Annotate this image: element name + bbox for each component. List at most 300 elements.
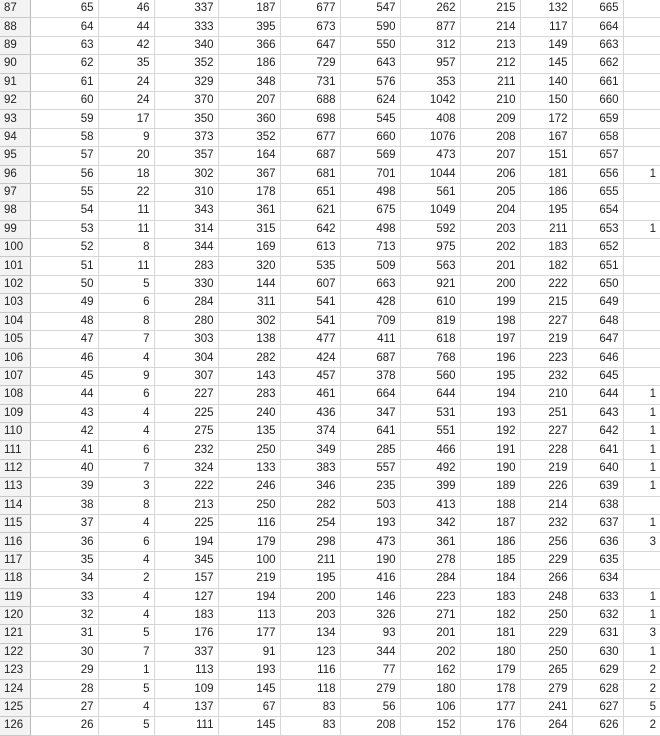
table-cell[interactable]: 399 <box>400 478 460 496</box>
table-cell[interactable] <box>623 110 660 128</box>
table-cell[interactable]: 590 <box>340 18 400 36</box>
table-cell[interactable]: 149 <box>520 36 572 54</box>
table-cell[interactable]: 1 <box>623 422 660 440</box>
table-cell[interactable]: 5 <box>98 625 154 643</box>
table-cell[interactable]: 145 <box>218 717 280 735</box>
table-cell[interactable]: 661 <box>572 73 623 91</box>
table-cell[interactable]: 278 <box>400 551 460 569</box>
table-cell[interactable]: 39 <box>30 478 98 496</box>
table-cell[interactable]: 473 <box>400 147 460 165</box>
table-cell[interactable]: 123 <box>280 643 340 661</box>
table-cell[interactable]: 60 <box>30 91 98 109</box>
table-cell[interactable]: 83 <box>280 717 340 735</box>
table-cell[interactable]: 201 <box>400 625 460 643</box>
table-cell[interactable]: 457 <box>280 367 340 385</box>
table-cell[interactable]: 1 <box>623 165 660 183</box>
table-cell[interactable]: 8 <box>98 496 154 514</box>
table-cell[interactable]: 7 <box>98 331 154 349</box>
table-cell[interactable]: 653 <box>572 220 623 238</box>
table-cell[interactable]: 303 <box>154 331 218 349</box>
table-cell[interactable]: 4 <box>98 606 154 624</box>
table-cell[interactable]: 51 <box>30 257 98 275</box>
table-cell[interactable]: 40 <box>30 459 98 477</box>
table-cell[interactable]: 179 <box>218 533 280 551</box>
table-cell[interactable]: 2 <box>98 570 154 588</box>
table-cell[interactable]: 178 <box>218 183 280 201</box>
table-cell[interactable]: 52 <box>30 239 98 257</box>
row-header[interactable]: 114 <box>0 496 30 514</box>
table-cell[interactable]: 177 <box>460 698 520 716</box>
row-header[interactable]: 109 <box>0 404 30 422</box>
table-cell[interactable] <box>623 91 660 109</box>
table-cell[interactable] <box>623 570 660 588</box>
table-cell[interactable]: 45 <box>30 367 98 385</box>
table-cell[interactable]: 428 <box>340 294 400 312</box>
table-cell[interactable]: 631 <box>572 625 623 643</box>
table-cell[interactable]: 383 <box>280 459 340 477</box>
table-cell[interactable]: 1 <box>98 662 154 680</box>
table-cell[interactable]: 4 <box>98 422 154 440</box>
table-cell[interactable]: 665 <box>572 0 623 18</box>
table-cell[interactable]: 27 <box>30 698 98 716</box>
table-cell[interactable]: 3 <box>98 478 154 496</box>
table-cell[interactable]: 353 <box>400 73 460 91</box>
table-cell[interactable]: 256 <box>520 533 572 551</box>
table-cell[interactable]: 613 <box>280 239 340 257</box>
table-cell[interactable]: 198 <box>460 312 520 330</box>
row-header[interactable]: 91 <box>0 73 30 91</box>
table-cell[interactable]: 109 <box>154 680 218 698</box>
table-cell[interactable]: 569 <box>340 147 400 165</box>
table-cell[interactable]: 33 <box>30 588 98 606</box>
row-header[interactable]: 89 <box>0 36 30 54</box>
table-cell[interactable]: 42 <box>98 36 154 54</box>
table-cell[interactable]: 348 <box>218 73 280 91</box>
table-cell[interactable]: 181 <box>520 165 572 183</box>
table-cell[interactable]: 636 <box>572 533 623 551</box>
table-cell[interactable]: 83 <box>280 698 340 716</box>
table-cell[interactable]: 41 <box>30 441 98 459</box>
table-cell[interactable]: 18 <box>98 165 154 183</box>
row-header[interactable]: 95 <box>0 147 30 165</box>
table-cell[interactable]: 1 <box>623 441 660 459</box>
table-cell[interactable]: 271 <box>400 606 460 624</box>
table-cell[interactable]: 240 <box>218 404 280 422</box>
table-cell[interactable]: 202 <box>460 239 520 257</box>
table-cell[interactable]: 43 <box>30 404 98 422</box>
table-cell[interactable]: 227 <box>520 422 572 440</box>
table-cell[interactable]: 145 <box>520 55 572 73</box>
table-cell[interactable]: 195 <box>280 570 340 588</box>
table-cell[interactable]: 342 <box>400 514 460 532</box>
table-cell[interactable]: 688 <box>280 91 340 109</box>
table-cell[interactable]: 200 <box>460 275 520 293</box>
table-cell[interactable]: 11 <box>98 257 154 275</box>
table-cell[interactable]: 199 <box>460 294 520 312</box>
table-cell[interactable]: 498 <box>340 220 400 238</box>
row-header[interactable]: 105 <box>0 331 30 349</box>
table-cell[interactable]: 360 <box>218 110 280 128</box>
table-cell[interactable]: 1042 <box>400 91 460 109</box>
table-cell[interactable]: 314 <box>154 220 218 238</box>
row-header[interactable]: 87 <box>0 0 30 18</box>
table-cell[interactable]: 207 <box>218 91 280 109</box>
table-cell[interactable]: 643 <box>340 55 400 73</box>
table-cell[interactable]: 251 <box>520 404 572 422</box>
table-cell[interactable]: 333 <box>154 18 218 36</box>
table-cell[interactable]: 201 <box>460 257 520 275</box>
table-cell[interactable]: 642 <box>280 220 340 238</box>
table-cell[interactable]: 324 <box>154 459 218 477</box>
table-cell[interactable]: 639 <box>572 478 623 496</box>
table-cell[interactable]: 352 <box>218 128 280 146</box>
table-cell[interactable]: 215 <box>520 294 572 312</box>
table-cell[interactable]: 213 <box>154 496 218 514</box>
row-header[interactable]: 99 <box>0 220 30 238</box>
table-cell[interactable]: 210 <box>460 91 520 109</box>
table-cell[interactable]: 250 <box>218 496 280 514</box>
row-header[interactable]: 122 <box>0 643 30 661</box>
table-cell[interactable]: 186 <box>520 183 572 201</box>
table-cell[interactable]: 67 <box>218 698 280 716</box>
table-cell[interactable]: 647 <box>280 36 340 54</box>
table-cell[interactable]: 643 <box>572 404 623 422</box>
table-cell[interactable]: 42 <box>30 422 98 440</box>
table-cell[interactable]: 975 <box>400 239 460 257</box>
table-cell[interactable]: 227 <box>154 386 218 404</box>
table-cell[interactable]: 411 <box>340 331 400 349</box>
row-header[interactable]: 126 <box>0 717 30 735</box>
table-cell[interactable]: 424 <box>280 349 340 367</box>
table-cell[interactable]: 503 <box>340 496 400 514</box>
table-cell[interactable] <box>623 275 660 293</box>
table-cell[interactable]: 113 <box>218 606 280 624</box>
table-cell[interactable]: 191 <box>460 441 520 459</box>
table-cell[interactable]: 284 <box>154 294 218 312</box>
table-cell[interactable]: 37 <box>30 514 98 532</box>
table-cell[interactable]: 2 <box>623 717 660 735</box>
table-cell[interactable]: 374 <box>280 422 340 440</box>
table-cell[interactable]: 140 <box>520 73 572 91</box>
table-cell[interactable]: 361 <box>218 202 280 220</box>
table-cell[interactable]: 248 <box>520 588 572 606</box>
table-cell[interactable]: 343 <box>154 202 218 220</box>
table-cell[interactable]: 49 <box>30 294 98 312</box>
table-cell[interactable]: 370 <box>154 91 218 109</box>
table-cell[interactable]: 181 <box>460 625 520 643</box>
table-cell[interactable]: 654 <box>572 202 623 220</box>
row-header[interactable]: 102 <box>0 275 30 293</box>
table-cell[interactable]: 1 <box>623 588 660 606</box>
table-cell[interactable]: 367 <box>218 165 280 183</box>
table-cell[interactable]: 408 <box>400 110 460 128</box>
table-cell[interactable]: 46 <box>30 349 98 367</box>
table-cell[interactable]: 177 <box>218 625 280 643</box>
table-cell[interactable]: 29 <box>30 662 98 680</box>
table-cell[interactable]: 183 <box>460 588 520 606</box>
row-header[interactable]: 118 <box>0 570 30 588</box>
table-cell[interactable]: 200 <box>280 588 340 606</box>
table-cell[interactable]: 63 <box>30 36 98 54</box>
table-cell[interactable]: 183 <box>154 606 218 624</box>
table-cell[interactable]: 180 <box>400 680 460 698</box>
table-cell[interactable]: 5 <box>623 698 660 716</box>
table-cell[interactable]: 416 <box>340 570 400 588</box>
table-cell[interactable]: 618 <box>400 331 460 349</box>
table-cell[interactable]: 350 <box>154 110 218 128</box>
table-cell[interactable]: 701 <box>340 165 400 183</box>
table-cell[interactable]: 3 <box>623 533 660 551</box>
table-cell[interactable]: 1 <box>623 386 660 404</box>
table-cell[interactable]: 111 <box>154 717 218 735</box>
table-cell[interactable]: 4 <box>98 588 154 606</box>
row-header[interactable]: 97 <box>0 183 30 201</box>
table-cell[interactable]: 326 <box>340 606 400 624</box>
table-cell[interactable]: 211 <box>520 220 572 238</box>
table-cell[interactable]: 545 <box>340 110 400 128</box>
table-cell[interactable]: 4 <box>98 349 154 367</box>
row-header[interactable]: 92 <box>0 91 30 109</box>
table-cell[interactable]: 162 <box>400 662 460 680</box>
table-cell[interactable] <box>623 294 660 312</box>
table-cell[interactable]: 219 <box>520 331 572 349</box>
table-cell[interactable]: 246 <box>218 478 280 496</box>
table-cell[interactable]: 656 <box>572 165 623 183</box>
table-cell[interactable]: 5 <box>98 717 154 735</box>
table-cell[interactable]: 169 <box>218 239 280 257</box>
table-cell[interactable]: 677 <box>280 0 340 18</box>
table-cell[interactable]: 209 <box>460 110 520 128</box>
table-cell[interactable]: 30 <box>30 643 98 661</box>
table-cell[interactable]: 47 <box>30 331 98 349</box>
table-cell[interactable]: 461 <box>280 386 340 404</box>
table-cell[interactable]: 250 <box>520 606 572 624</box>
table-cell[interactable]: 547 <box>340 0 400 18</box>
row-header[interactable]: 116 <box>0 533 30 551</box>
table-cell[interactable]: 541 <box>280 294 340 312</box>
table-cell[interactable]: 7 <box>98 643 154 661</box>
table-cell[interactable]: 186 <box>460 533 520 551</box>
table-cell[interactable]: 312 <box>400 36 460 54</box>
table-cell[interactable]: 357 <box>154 147 218 165</box>
table-cell[interactable]: 133 <box>218 459 280 477</box>
table-cell[interactable]: 366 <box>218 36 280 54</box>
table-cell[interactable]: 241 <box>520 698 572 716</box>
table-cell[interactable]: 675 <box>340 202 400 220</box>
table-cell[interactable]: 645 <box>572 367 623 385</box>
table-cell[interactable]: 2 <box>623 680 660 698</box>
table-cell[interactable]: 4 <box>98 514 154 532</box>
table-cell[interactable]: 5 <box>98 680 154 698</box>
table-cell[interactable]: 210 <box>520 386 572 404</box>
table-cell[interactable]: 644 <box>400 386 460 404</box>
table-cell[interactable]: 713 <box>340 239 400 257</box>
table-cell[interactable]: 56 <box>30 165 98 183</box>
table-cell[interactable]: 282 <box>218 349 280 367</box>
table-cell[interactable]: 284 <box>400 570 460 588</box>
table-cell[interactable] <box>623 128 660 146</box>
table-cell[interactable] <box>623 239 660 257</box>
table-cell[interactable]: 193 <box>340 514 400 532</box>
table-cell[interactable] <box>623 36 660 54</box>
table-cell[interactable]: 345 <box>154 551 218 569</box>
table-cell[interactable]: 1 <box>623 606 660 624</box>
table-cell[interactable]: 55 <box>30 183 98 201</box>
table-cell[interactable]: 137 <box>154 698 218 716</box>
table-cell[interactable]: 344 <box>154 239 218 257</box>
row-header[interactable]: 93 <box>0 110 30 128</box>
table-cell[interactable]: 659 <box>572 110 623 128</box>
table-cell[interactable]: 634 <box>572 570 623 588</box>
table-cell[interactable]: 819 <box>400 312 460 330</box>
table-cell[interactable]: 57 <box>30 147 98 165</box>
table-cell[interactable]: 349 <box>280 441 340 459</box>
table-cell[interactable]: 62 <box>30 55 98 73</box>
table-cell[interactable] <box>623 55 660 73</box>
table-cell[interactable]: 337 <box>154 0 218 18</box>
table-cell[interactable]: 373 <box>154 128 218 146</box>
row-header[interactable]: 123 <box>0 662 30 680</box>
table-cell[interactable]: 509 <box>340 257 400 275</box>
table-cell[interactable]: 346 <box>280 478 340 496</box>
table-cell[interactable]: 206 <box>460 165 520 183</box>
table-cell[interactable]: 219 <box>218 570 280 588</box>
table-cell[interactable]: 535 <box>280 257 340 275</box>
table-cell[interactable]: 134 <box>280 625 340 643</box>
table-cell[interactable]: 157 <box>154 570 218 588</box>
table-cell[interactable]: 1076 <box>400 128 460 146</box>
table-cell[interactable]: 56 <box>340 698 400 716</box>
table-cell[interactable]: 352 <box>154 55 218 73</box>
table-cell[interactable]: 65 <box>30 0 98 18</box>
table-cell[interactable]: 557 <box>340 459 400 477</box>
table-cell[interactable]: 651 <box>280 183 340 201</box>
row-header[interactable]: 98 <box>0 202 30 220</box>
table-cell[interactable]: 4 <box>98 698 154 716</box>
table-cell[interactable]: 1 <box>623 478 660 496</box>
table-cell[interactable]: 204 <box>460 202 520 220</box>
row-header[interactable]: 111 <box>0 441 30 459</box>
table-cell[interactable]: 473 <box>340 533 400 551</box>
table-cell[interactable]: 187 <box>460 514 520 532</box>
table-cell[interactable]: 9 <box>98 128 154 146</box>
table-cell[interactable]: 3 <box>623 625 660 643</box>
table-cell[interactable]: 1049 <box>400 202 460 220</box>
table-cell[interactable]: 164 <box>218 147 280 165</box>
table-cell[interactable]: 541 <box>280 312 340 330</box>
table-cell[interactable]: 550 <box>340 36 400 54</box>
table-cell[interactable]: 635 <box>572 551 623 569</box>
row-header[interactable]: 115 <box>0 514 30 532</box>
table-cell[interactable]: 54 <box>30 202 98 220</box>
table-cell[interactable]: 395 <box>218 18 280 36</box>
table-cell[interactable]: 176 <box>154 625 218 643</box>
table-cell[interactable]: 673 <box>280 18 340 36</box>
table-cell[interactable]: 307 <box>154 367 218 385</box>
table-cell[interactable]: 477 <box>280 331 340 349</box>
table-cell[interactable]: 179 <box>460 662 520 680</box>
row-header[interactable]: 121 <box>0 625 30 643</box>
table-cell[interactable]: 304 <box>154 349 218 367</box>
table-cell[interactable]: 576 <box>340 73 400 91</box>
table-cell[interactable]: 561 <box>400 183 460 201</box>
table-cell[interactable]: 6 <box>98 294 154 312</box>
table-cell[interactable]: 1 <box>623 643 660 661</box>
table-cell[interactable]: 212 <box>460 55 520 73</box>
table-cell[interactable]: 632 <box>572 606 623 624</box>
table-cell[interactable]: 215 <box>460 0 520 18</box>
table-cell[interactable]: 176 <box>460 717 520 735</box>
table-cell[interactable]: 214 <box>460 18 520 36</box>
table-cell[interactable]: 315 <box>218 220 280 238</box>
table-cell[interactable]: 189 <box>460 478 520 496</box>
table-cell[interactable]: 660 <box>340 128 400 146</box>
table-cell[interactable]: 607 <box>280 275 340 293</box>
table-cell[interactable]: 194 <box>460 386 520 404</box>
table-cell[interactable]: 347 <box>340 404 400 422</box>
table-cell[interactable]: 279 <box>520 680 572 698</box>
table-cell[interactable] <box>623 18 660 36</box>
table-cell[interactable]: 630 <box>572 643 623 661</box>
row-header[interactable]: 104 <box>0 312 30 330</box>
table-cell[interactable] <box>623 349 660 367</box>
table-cell[interactable]: 677 <box>280 128 340 146</box>
table-cell[interactable]: 186 <box>218 55 280 73</box>
table-cell[interactable]: 250 <box>218 441 280 459</box>
table-cell[interactable]: 100 <box>218 551 280 569</box>
table-cell[interactable]: 285 <box>340 441 400 459</box>
table-cell[interactable]: 1 <box>623 404 660 422</box>
table-cell[interactable]: 178 <box>460 680 520 698</box>
table-cell[interactable]: 190 <box>340 551 400 569</box>
table-cell[interactable]: 1 <box>623 459 660 477</box>
table-cell[interactable]: 222 <box>154 478 218 496</box>
table-cell[interactable]: 1 <box>623 514 660 532</box>
table-cell[interactable]: 610 <box>400 294 460 312</box>
table-cell[interactable]: 17 <box>98 110 154 128</box>
table-cell[interactable] <box>623 551 660 569</box>
table-cell[interactable]: 337 <box>154 643 218 661</box>
table-cell[interactable]: 563 <box>400 257 460 275</box>
table-cell[interactable]: 1 <box>623 220 660 238</box>
table-cell[interactable]: 183 <box>520 239 572 257</box>
table-cell[interactable]: 167 <box>520 128 572 146</box>
table-cell[interactable]: 223 <box>400 588 460 606</box>
row-header[interactable]: 112 <box>0 459 30 477</box>
table-cell[interactable]: 1044 <box>400 165 460 183</box>
table-cell[interactable]: 232 <box>154 441 218 459</box>
table-cell[interactable]: 302 <box>218 312 280 330</box>
table-cell[interactable]: 340 <box>154 36 218 54</box>
table-cell[interactable]: 144 <box>218 275 280 293</box>
table-cell[interactable]: 182 <box>460 606 520 624</box>
table-cell[interactable]: 228 <box>520 441 572 459</box>
table-cell[interactable]: 229 <box>520 551 572 569</box>
table-cell[interactable]: 197 <box>460 331 520 349</box>
table-cell[interactable]: 194 <box>154 533 218 551</box>
table-cell[interactable] <box>623 147 660 165</box>
table-cell[interactable]: 145 <box>218 680 280 698</box>
table-cell[interactable]: 641 <box>572 441 623 459</box>
table-cell[interactable]: 211 <box>460 73 520 91</box>
table-cell[interactable]: 651 <box>572 257 623 275</box>
row-header[interactable]: 106 <box>0 349 30 367</box>
table-cell[interactable]: 135 <box>218 422 280 440</box>
row-header[interactable]: 120 <box>0 606 30 624</box>
table-cell[interactable]: 46 <box>98 0 154 18</box>
table-cell[interactable]: 5 <box>98 275 154 293</box>
table-cell[interactable]: 116 <box>280 662 340 680</box>
